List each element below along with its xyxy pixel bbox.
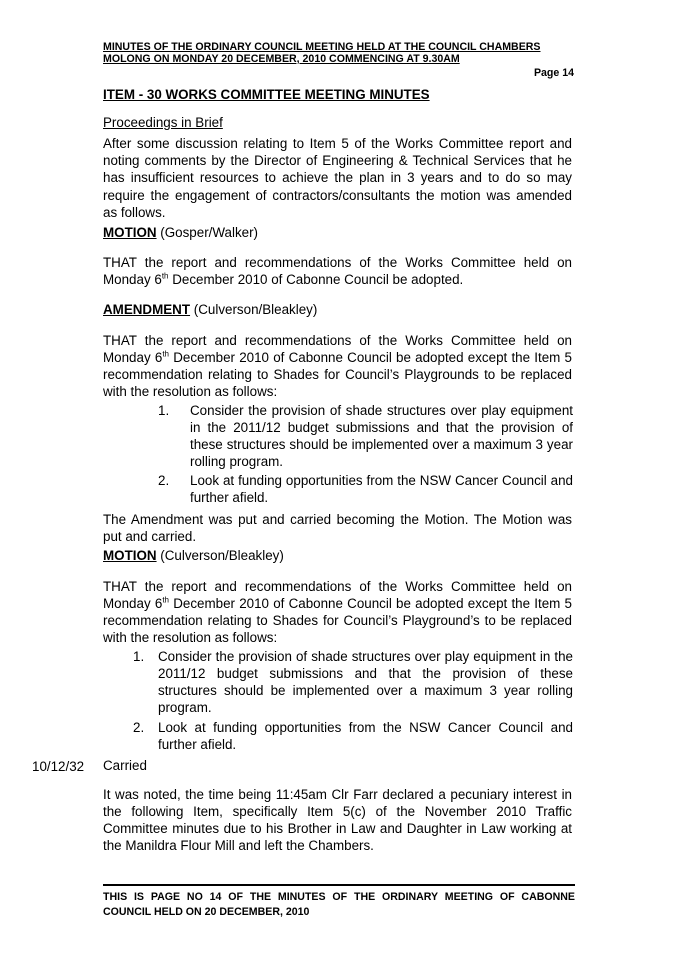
pecuniary-interest-note: It was noted, the time being 11:45am Clr Farr declared a pecuniary interest in the following Item, specifically Item 5(c) of the November 2010 Traffic Committee minutes due to his Brother in Law and Daughter in Law working at the Manildra Flour Mill and left the Chambers. — [103, 787, 572, 853]
motion-1-heading — [103, 224, 572, 241]
motion-2-item-2-number: 2. — [133, 720, 145, 735]
motion-2-item-1-text: Consider the provision of shade structures over play equipment in the 2011/12 budget submissions and that the provision of these structures should be implemented over a maximum 3 year rolling program. — [158, 649, 573, 715]
resolution-status: Carried — [103, 758, 147, 773]
motion-2-label: MOTION — [103, 548, 157, 563]
motion-1-text: THAT the report and recommendations of the Works Committee held on Monday 6th December 2010 of Cabonne Council be adopted. — [103, 255, 572, 287]
motion-2-movers: (Culverson/Bleakley) — [156, 548, 284, 563]
proceedings-heading: Proceedings in Brief — [103, 115, 223, 130]
amendment-item-2-text: Look at funding opportunities from the NSW Cancer Council and further afield. — [190, 473, 573, 505]
header-line-1: MINUTES OF THE ORDINARY COUNCIL MEETING HELD AT THE COUNCIL CHAMBERS — [103, 41, 541, 53]
amendment-text: THAT the report and recommendations of the Works Committee held on Monday 6th December 2010 of Cabonne Council be adopted except the Item 5 recommendation relating to Shades for Council’s Playgrounds to be replaced with the resolution as follows: — [103, 333, 572, 399]
motion-1-label: MOTION — [103, 225, 157, 240]
amendment-item-2-number: 2. — [158, 473, 170, 488]
footer-rule — [103, 884, 575, 886]
motion-2-heading — [103, 547, 572, 564]
amendment-item-1-text: Consider the provision of shade structures over play equipment in the 2011/12 budget submissions and that the provision of these structures should be implemented over a maximum 3 year rolling program. — [190, 403, 573, 469]
motion-2-item-1-number: 1. — [133, 649, 145, 664]
amendment-label: AMENDMENT — [103, 302, 191, 317]
page-number: Page 14 — [533, 67, 574, 79]
page-footer: THIS IS PAGE NO 14 OF THE MINUTES OF THE ORDINARY MEETING OF CABONNE COUNCIL HELD ON 20 DECEMBER, 2010 — [103, 891, 575, 918]
amendment-result: The Amendment was put and carried becoming the Motion. The Motion was put and carried. — [103, 512, 572, 544]
resolution-number: 10/12/32 — [32, 759, 85, 774]
motion-2-text: THAT the report and recommendations of the Works Committee held on Monday 6th December 2010 of Cabonne Council be adopted except the Item 5 recommendation relating to Shades for Council’s Playground’s to be replaced with the resolution as follows: — [103, 579, 572, 645]
header-line-2: MOLONG ON MONDAY 20 DECEMBER, 2010 COMMENCING AT 9.30AM — [103, 53, 460, 65]
motion-2-item-2-text: Look at funding opportunities from the NSW Cancer Council and further afield. — [158, 720, 573, 752]
proceedings-text: After some discussion relating to Item 5 of the Works Committee report and noting comments by the Director of Engineering & Technical Services that he has insufficient resources to achieve the plan in 3 years and to do so may require the engagement of contractors/consultants the motion was amended as follows. — [103, 136, 572, 220]
amendment-movers: (Culverson/Bleakley) — [190, 302, 318, 317]
amendment-heading — [103, 301, 572, 318]
amendment-item-1-number: 1. — [158, 403, 170, 418]
motion-1-movers: (Gosper/Walker) — [156, 225, 258, 240]
item-title: ITEM - 30 WORKS COMMITTEE MEETING MINUTES — [103, 87, 430, 102]
